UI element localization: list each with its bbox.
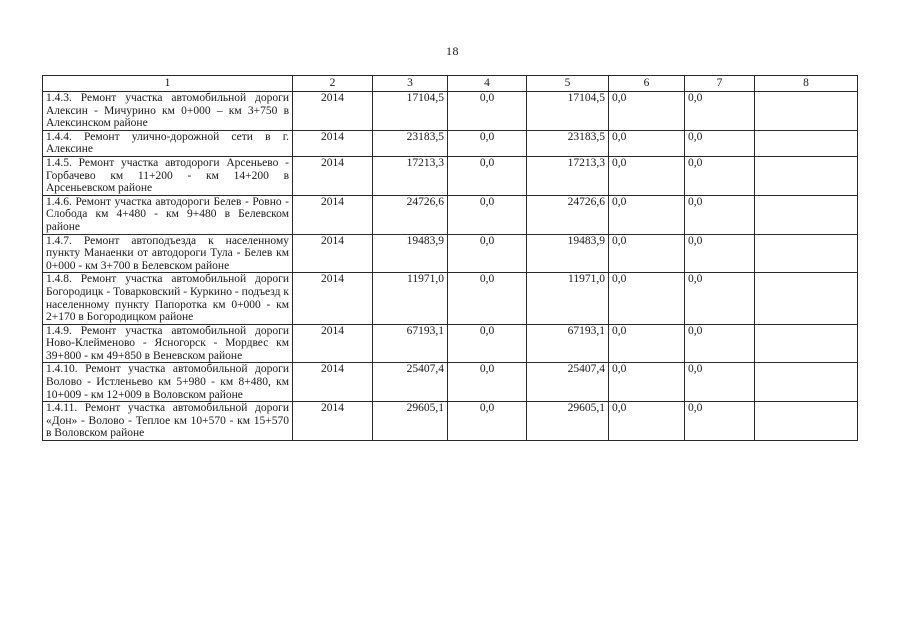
row-col3-cell: 23183,5 <box>373 130 448 156</box>
row-col4-cell: 0,0 <box>448 156 527 195</box>
row-name-cell: 1.4.4. Ремонт улично-дорожной сети в г. Алексине <box>43 130 293 156</box>
row-year-cell: 2014 <box>293 273 373 324</box>
row-name-cell: 1.4.9. Ремонт участка автомобильной дороги Ново-Клейменово - Ясногорск - Мордвес км 39+800 - км 49+850 в Веневском районе <box>43 324 293 363</box>
row-year-cell: 2014 <box>293 195 373 234</box>
row-col4-cell: 0,0 <box>448 92 527 131</box>
row-col5-cell: 29605,1 <box>527 402 609 441</box>
row-col8-cell <box>755 195 858 234</box>
table-row <box>43 402 858 441</box>
page-number: 18 <box>446 44 459 58</box>
table-row <box>43 273 858 324</box>
row-year-cell: 2014 <box>293 402 373 441</box>
header-cell: 3 <box>373 76 448 92</box>
row-col5-cell: 17213,3 <box>527 156 609 195</box>
row-col5-cell: 19483,9 <box>527 234 609 273</box>
row-col7-cell: 0,0 <box>685 402 755 441</box>
row-col6-cell: 0,0 <box>609 92 685 131</box>
row-name-cell: 1.4.6. Ремонт участка автодороги Белев - Ровно - Слобода км 4+480 - км 9+480 в Белевском районе <box>43 195 293 234</box>
row-col5-cell: 17104,5 <box>527 92 609 131</box>
data-table <box>42 75 858 441</box>
row-col6-cell: 0,0 <box>609 234 685 273</box>
table-row <box>43 324 858 363</box>
row-col4-cell: 0,0 <box>448 130 527 156</box>
row-col6-cell: 0,0 <box>609 130 685 156</box>
row-col8-cell <box>755 234 858 273</box>
header-cell: 2 <box>293 76 373 92</box>
header-cell: 7 <box>685 76 755 92</box>
row-col6-cell: 0,0 <box>609 273 685 324</box>
row-col3-cell: 25407,4 <box>373 363 448 402</box>
row-col4-cell: 0,0 <box>448 402 527 441</box>
row-name-cell: 1.4.8. Ремонт участка автомобильной дороги Богородицк - Товарковский - Куркино - подъезд к населенному пункту Папоротка км 0+000 - км 2+170 в Богородицком районе <box>43 273 293 324</box>
row-year-cell: 2014 <box>293 363 373 402</box>
header-cell: 6 <box>609 76 685 92</box>
row-name-cell: 1.4.5. Ремонт участка автодороги Арсеньево - Горбачево км 11+200 - км 14+200 в Арсеньевском районе <box>43 156 293 195</box>
row-col3-cell: 67193,1 <box>373 324 448 363</box>
row-col6-cell: 0,0 <box>609 195 685 234</box>
row-col5-cell: 67193,1 <box>527 324 609 363</box>
row-col6-cell: 0,0 <box>609 324 685 363</box>
row-name-cell: 1.4.11. Ремонт участка автомобильной дороги «Дон» - Волово - Теплое км 10+570 - км 15+570 в Воловском районе <box>43 402 293 441</box>
row-year-cell: 2014 <box>293 156 373 195</box>
header-cell: 1 <box>43 76 293 92</box>
row-col7-cell: 0,0 <box>685 234 755 273</box>
row-col6-cell: 0,0 <box>609 363 685 402</box>
table-row <box>43 92 858 131</box>
row-col3-cell: 29605,1 <box>373 402 448 441</box>
row-col7-cell: 0,0 <box>685 130 755 156</box>
row-name-cell: 1.4.10. Ремонт участка автомобильной дороги Волово - Истленьево км 5+980 - км 8+480, км 10+009 - км 12+009 в Воловском районе <box>43 363 293 402</box>
row-col3-cell: 19483,9 <box>373 234 448 273</box>
table-row <box>43 363 858 402</box>
table-row <box>43 130 858 156</box>
row-year-cell: 2014 <box>293 324 373 363</box>
row-col4-cell: 0,0 <box>448 363 527 402</box>
row-col8-cell <box>755 363 858 402</box>
row-col4-cell: 0,0 <box>448 324 527 363</box>
row-col5-cell: 11971,0 <box>527 273 609 324</box>
row-col8-cell <box>755 130 858 156</box>
row-col8-cell <box>755 156 858 195</box>
row-col8-cell <box>755 402 858 441</box>
row-col5-cell: 25407,4 <box>527 363 609 402</box>
row-year-cell: 2014 <box>293 130 373 156</box>
row-col7-cell: 0,0 <box>685 92 755 131</box>
row-col8-cell <box>755 273 858 324</box>
row-col4-cell: 0,0 <box>448 273 527 324</box>
row-name-cell: 1.4.7. Ремонт автоподъезда к населенному пункту Манаенки от автодороги Тула - Белев км 0+000 - км 3+700 в Белевском районе <box>43 234 293 273</box>
row-col4-cell: 0,0 <box>448 195 527 234</box>
row-year-cell: 2014 <box>293 92 373 131</box>
table-row <box>43 156 858 195</box>
table-row <box>43 234 858 273</box>
row-col7-cell: 0,0 <box>685 324 755 363</box>
row-col7-cell: 0,0 <box>685 273 755 324</box>
row-col3-cell: 24726,6 <box>373 195 448 234</box>
header-cell: 5 <box>527 76 609 92</box>
row-col6-cell: 0,0 <box>609 402 685 441</box>
row-name-cell: 1.4.3. Ремонт участка автомобильной дороги Алексин - Мичурино км 0+000 – км 3+750 в Алексинском районе <box>43 92 293 131</box>
row-col8-cell <box>755 92 858 131</box>
row-col5-cell: 24726,6 <box>527 195 609 234</box>
row-col7-cell: 0,0 <box>685 363 755 402</box>
row-col7-cell: 0,0 <box>685 195 755 234</box>
header-row <box>43 76 858 92</box>
header-cell: 8 <box>755 76 858 92</box>
row-year-cell: 2014 <box>293 234 373 273</box>
row-col3-cell: 11971,0 <box>373 273 448 324</box>
table-row <box>43 195 858 234</box>
row-col5-cell: 23183,5 <box>527 130 609 156</box>
row-col3-cell: 17213,3 <box>373 156 448 195</box>
row-col8-cell <box>755 324 858 363</box>
row-col7-cell: 0,0 <box>685 156 755 195</box>
header-cell: 4 <box>448 76 527 92</box>
row-col4-cell: 0,0 <box>448 234 527 273</box>
row-col6-cell: 0,0 <box>609 156 685 195</box>
row-col3-cell: 17104,5 <box>373 92 448 131</box>
